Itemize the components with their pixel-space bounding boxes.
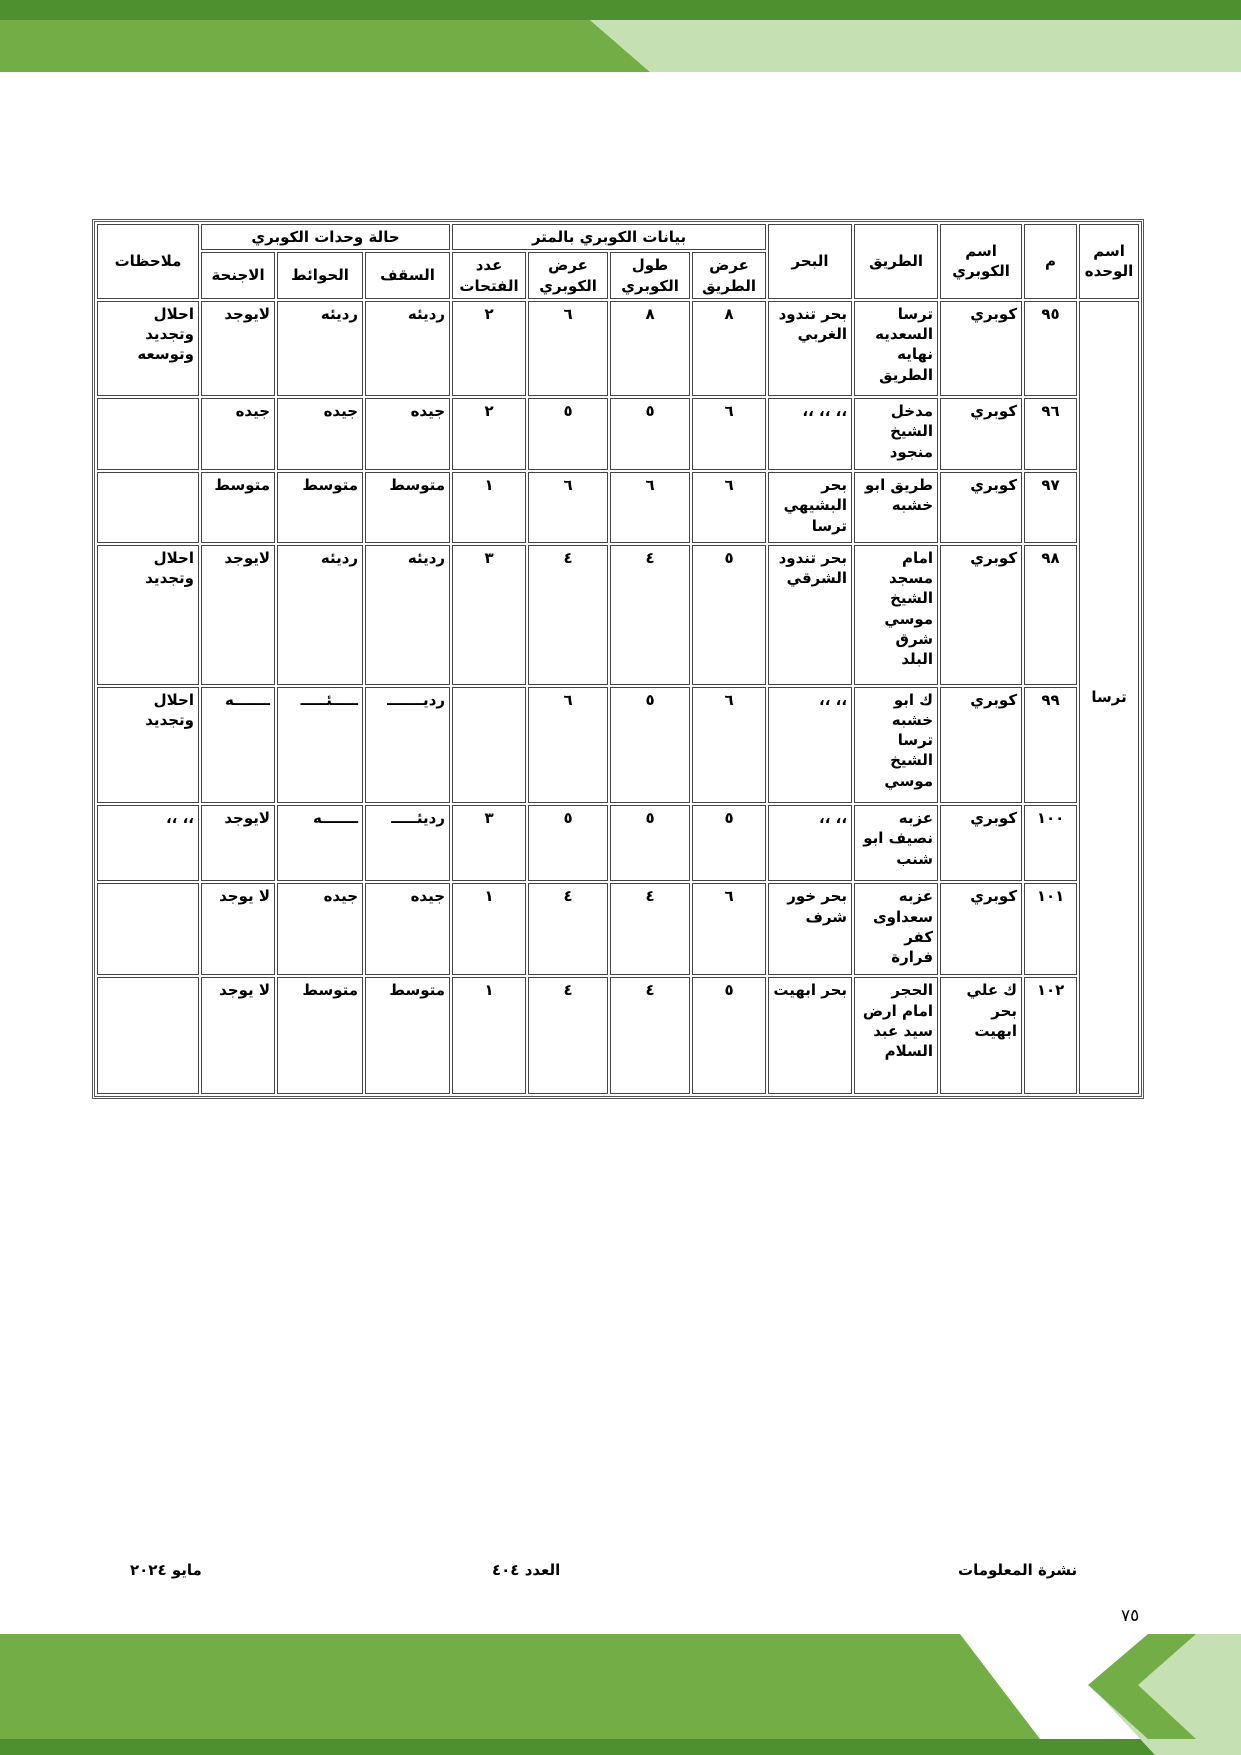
footer-issue: العدد ٤٠٤	[492, 1561, 561, 1579]
header-sea: البحر	[768, 224, 852, 299]
cell-ceiling: رديئه	[365, 545, 450, 685]
bridges-table	[92, 219, 1144, 1099]
cell-wings: لايوجد	[201, 805, 275, 881]
cell-sea: ،، ،،	[768, 687, 852, 804]
cell-walls: جيده	[277, 398, 363, 470]
cell-walls: رديئه	[277, 545, 363, 685]
cell-bridge-width: ٥	[528, 805, 608, 881]
header-road: الطريق	[854, 224, 938, 299]
cell-bridge-name: كوبري	[940, 883, 1022, 975]
cell-serial: ٩٩	[1024, 687, 1077, 804]
cell-road: عزبه نصيف ابو شنب	[854, 805, 938, 881]
cell-sea: بحر البشيهي ترسا	[768, 472, 852, 543]
cell-notes: احلال وتجديد وتوسعه	[97, 301, 199, 396]
header-bridge-length: طول الكوبري	[610, 252, 690, 299]
cell-bridge-length: ٥	[610, 398, 690, 470]
cell-notes: احلال وتجديد	[97, 545, 199, 685]
cell-openings: ١	[452, 977, 526, 1094]
cell-bridge-width: ٥	[528, 398, 608, 470]
cell-ceiling: جيده	[365, 398, 450, 470]
cell-wings: جيده	[201, 398, 275, 470]
cell-bridge-name: كوبري	[940, 545, 1022, 685]
cell-bridge-width: ٦	[528, 301, 608, 396]
cell-openings: ٢	[452, 398, 526, 470]
cell-bridge-name: كوبري	[940, 301, 1022, 396]
cell-road-width: ٦	[692, 883, 766, 975]
header-bridge-data-group: بيانات الكوبري بالمتر	[452, 224, 766, 250]
cell-road: ترسا السعديه نهايه الطريق	[854, 301, 938, 396]
cell-road: عزبه سعداوى كفر فرارة	[854, 883, 938, 975]
footer-publication: نشرة المعلومات	[958, 1561, 1078, 1579]
header-wings: الاجنحة	[201, 252, 275, 299]
cell-bridge-name: كوبري	[940, 687, 1022, 804]
header-notes: ملاحظات	[97, 224, 199, 299]
cell-bridge-width: ٤	[528, 883, 608, 975]
cell-bridge-length: ٦	[610, 472, 690, 543]
header-walls: الحوائط	[277, 252, 363, 299]
cell-walls: جيده	[277, 883, 363, 975]
header-row-1	[97, 224, 1139, 250]
cell-wings: لايوجد	[201, 545, 275, 685]
cell-openings: ٢	[452, 301, 526, 396]
cell-road-width: ٦	[692, 398, 766, 470]
cell-bridge-length: ٨	[610, 301, 690, 396]
cell-serial: ١٠٢	[1024, 977, 1077, 1094]
cell-bridge-length: ٤	[610, 883, 690, 975]
cell-serial: ٩٧	[1024, 472, 1077, 543]
header-openings: عدد الفتحات	[452, 252, 526, 299]
cell-ceiling: رديـــــــ	[365, 687, 450, 804]
cell-road-width: ٨	[692, 301, 766, 396]
cell-bridge-name: ك علي بحر ابهيت	[940, 977, 1022, 1094]
header-ceiling: السقف	[365, 252, 450, 299]
table-row	[97, 977, 1139, 1094]
cell-ceiling: متوسط	[365, 977, 450, 1094]
cell-ceiling: جيده	[365, 883, 450, 975]
cell-bridge-length: ٥	[610, 805, 690, 881]
cell-road: الحجر امام ارض سيد عبد السلام	[854, 977, 938, 1094]
cell-road-width: ٥	[692, 545, 766, 685]
cell-serial: ١٠١	[1024, 883, 1077, 975]
unit-name-cell: ترسا	[1079, 301, 1139, 1094]
cell-road-width: ٦	[692, 472, 766, 543]
cell-road-width: ٦	[692, 687, 766, 804]
cell-bridge-length: ٥	[610, 687, 690, 804]
cell-wings: لايوجد	[201, 301, 275, 396]
cell-wings: متوسط	[201, 472, 275, 543]
cell-ceiling: رديئه	[365, 301, 450, 396]
cell-sea: بحر خور شرف	[768, 883, 852, 975]
cell-bridge-width: ٦	[528, 472, 608, 543]
cell-walls: متوسط	[277, 977, 363, 1094]
header-unit-name: اسم الوحده	[1079, 224, 1139, 299]
cell-notes: احلال وتجديد	[97, 687, 199, 804]
cell-serial: ٩٥	[1024, 301, 1077, 396]
table-row	[97, 398, 1139, 470]
cell-road-width: ٥	[692, 977, 766, 1094]
cell-openings: ٣	[452, 545, 526, 685]
cell-bridge-name: كوبري	[940, 398, 1022, 470]
table-row	[97, 472, 1139, 543]
table-row	[97, 883, 1139, 975]
cell-bridge-name: كوبري	[940, 472, 1022, 543]
cell-wings: لا يوجد	[201, 977, 275, 1094]
cell-bridge-width: ٤	[528, 545, 608, 685]
cell-road: امام مسجد الشيخ موسي شرق البلد	[854, 545, 938, 685]
cell-notes	[97, 977, 199, 1094]
cell-notes	[97, 883, 199, 975]
cell-notes	[97, 398, 199, 470]
cell-openings	[452, 687, 526, 804]
cell-notes	[97, 472, 199, 543]
cell-serial: ٩٨	[1024, 545, 1077, 685]
cell-walls: متوسط	[277, 472, 363, 543]
header-bridge-name: اسم الكوبري	[940, 224, 1022, 299]
table-body	[97, 301, 1139, 1094]
cell-ceiling: رديئـــــ	[365, 805, 450, 881]
cell-openings: ٣	[452, 805, 526, 881]
cell-sea: بحر ابهيت	[768, 977, 852, 1094]
cell-road: طريق ابو خشبه	[854, 472, 938, 543]
table-row	[97, 687, 1139, 804]
cell-walls: رديئه	[277, 301, 363, 396]
cell-road: ك ابو خشبه ترسا الشيخ موسي	[854, 687, 938, 804]
cell-bridge-name: كوبري	[940, 805, 1022, 881]
bottom-decorative-band	[0, 1628, 1241, 1755]
cell-sea: بحر تندود الغربي	[768, 301, 852, 396]
header-road-width: عرض الطريق	[692, 252, 766, 299]
cell-wings: ـــــــه	[201, 687, 275, 804]
cell-walls: ـــــئـــــ	[277, 687, 363, 804]
cell-notes: ،، ،،	[97, 805, 199, 881]
cell-serial: ١٠٠	[1024, 805, 1077, 881]
cell-sea: ،، ،،	[768, 805, 852, 881]
cell-bridge-width: ٤	[528, 977, 608, 1094]
cell-wings: لا يوجد	[201, 883, 275, 975]
header-serial: م	[1024, 224, 1077, 299]
cell-bridge-length: ٤	[610, 545, 690, 685]
table-row	[97, 805, 1139, 881]
header-condition-group: حالة وحدات الكوبري	[201, 224, 450, 250]
cell-bridge-length: ٤	[610, 977, 690, 1094]
page-number: ٧٥	[1121, 1606, 1140, 1626]
footer-date: مايو ٢٠٢٤	[130, 1561, 202, 1579]
cell-road-width: ٥	[692, 805, 766, 881]
table-row	[97, 301, 1139, 396]
cell-sea: بحر تندود الشرقي	[768, 545, 852, 685]
cell-walls: ـــــــه	[277, 805, 363, 881]
header-bridge-width: عرض الكوبري	[528, 252, 608, 299]
cell-ceiling: متوسط	[365, 472, 450, 543]
cell-sea: ،، ،، ،،	[768, 398, 852, 470]
cell-openings: ١	[452, 883, 526, 975]
cell-serial: ٩٦	[1024, 398, 1077, 470]
table-row	[97, 545, 1139, 685]
top-decorative-band	[0, 0, 1241, 72]
cell-bridge-width: ٦	[528, 687, 608, 804]
cell-road: مدخل الشيخ منجود	[854, 398, 938, 470]
cell-openings: ١	[452, 472, 526, 543]
